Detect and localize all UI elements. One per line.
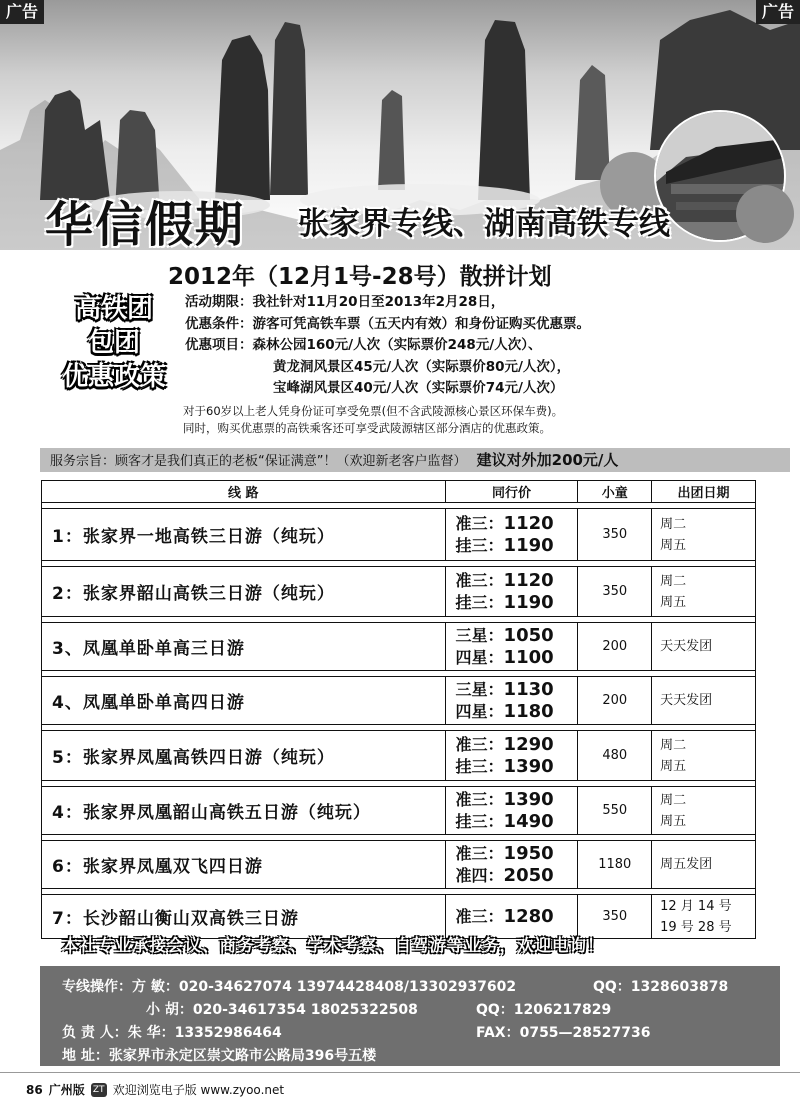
header-price: 同行价: [445, 481, 578, 503]
table-row: [42, 787, 756, 835]
route-price: 准三：1280: [445, 895, 578, 939]
route-price-table: [41, 480, 756, 939]
child-price: 350: [578, 509, 652, 561]
page-footer: [26, 1081, 284, 1098]
route-name: 5：张家界凤凰高铁四日游（纯玩）: [42, 731, 446, 781]
service-motto: 服务宗旨：顾客才是我们真正的老板“保证满意”！（欢迎新老客户监督）: [50, 454, 467, 469]
departure-dates: 周二 周五: [652, 509, 756, 561]
publisher-logo-icon: ZT: [91, 1083, 107, 1097]
ops2-qq: QQ：1206217829: [476, 1002, 612, 1018]
lead-phone: 13352986464: [174, 1025, 282, 1041]
promo-period-label: 活动期限：: [185, 294, 253, 310]
departure-dates: 12 月 14 号 19 号 28 号: [652, 895, 756, 939]
ops2-phone: 020-34617354 18025322508: [192, 1002, 418, 1018]
departure-dates: 天天发团: [652, 677, 756, 725]
route-name: 1：张家界一地高铁三日游（纯玩）: [42, 509, 446, 561]
table-row: [42, 841, 756, 889]
header-dates: 出团日期: [652, 481, 756, 503]
table-row: [42, 567, 756, 617]
child-price: 350: [578, 567, 652, 617]
note-line: 同时，购买优惠票的高铁乘客还可享受武陵源辖区部分酒店的优惠政策。: [183, 421, 551, 435]
route-name: 6：张家界凤凰双飞四日游: [42, 841, 446, 889]
route-name: 4、凤凰单卧单高四日游: [42, 677, 446, 725]
ops2-label: 小 胡：: [146, 1002, 193, 1018]
promo-condition-text: 游客可凭高铁车票（五天内有效）和身份证购买优惠票。: [252, 315, 590, 332]
promo-condition-label: 优惠条件：: [185, 315, 253, 332]
ops1-qq: QQ：1328603878: [593, 979, 729, 995]
route-price: 准三：1290 挂三：1390: [445, 731, 578, 781]
route-name: 7：长沙韶山衡山双高铁三日游: [42, 895, 446, 939]
route-price: 准三：1390 挂三：1490: [445, 787, 578, 835]
address-line: [62, 1045, 376, 1065]
brand-title: 华信假期: [45, 197, 246, 253]
ops1-phone: 020-34627074 13974428408/13302937602: [178, 979, 517, 995]
promo-items-label: 优惠项目：: [185, 337, 253, 353]
promo-item: 森林公园160元/人次（实际票价248元/人次）、: [252, 337, 542, 353]
ad-label-left: 广告: [0, 0, 44, 24]
promo-item: 宝峰湖风景区40元/人次（实际票价74元/人次）: [273, 380, 564, 396]
page-number: 86: [26, 1082, 43, 1097]
contact-panel: [40, 966, 780, 1066]
brand-subtitle: 张家界专线、湖南高铁专线: [298, 206, 670, 242]
badge-line: 高铁团: [74, 294, 153, 324]
badge-line: 包团: [87, 328, 140, 358]
departure-dates: 天天发团: [652, 623, 756, 671]
address-label: 地 址：: [62, 1048, 109, 1064]
departure-dates: 周二 周五: [652, 567, 756, 617]
price-suggestion: 建议对外加200元/人: [476, 451, 619, 469]
decor-circle: [736, 185, 794, 243]
departure-dates: 周二 周五: [652, 787, 756, 835]
lead-line: [62, 1022, 282, 1042]
fax-number: FAX：0755—28527736: [476, 1025, 651, 1041]
table-row: [42, 731, 756, 781]
address-text: 张家界市永定区崇文路市公路局396号五楼: [108, 1048, 377, 1064]
table-header-row: [42, 481, 756, 503]
promo-item: 黄龙洞风景区45元/人次（实际票价80元/人次），: [273, 358, 571, 375]
route-price: 准三：1950 准四：2050: [445, 841, 578, 889]
child-price: 350: [578, 895, 652, 939]
policy-badge: [50, 292, 178, 394]
table-row: [42, 623, 756, 671]
departure-dates: 周五发团: [652, 841, 756, 889]
service-banner: [40, 448, 790, 472]
footer-divider: [0, 1072, 800, 1073]
plan-title: 2012年（12月1号-28号）散拼计划: [168, 264, 552, 290]
child-price: 480: [578, 731, 652, 781]
lead-label: 负 责 人：朱 华：: [62, 1025, 175, 1041]
route-name: 3、凤凰单卧单高三日游: [42, 623, 446, 671]
website-link[interactable]: 欢迎浏览电子版 www.zyoo.net: [112, 1083, 285, 1097]
route-price: 准三：1120 挂三：1190: [445, 509, 578, 561]
child-price: 200: [578, 677, 652, 725]
ad-label-right: 广告: [756, 0, 800, 24]
route-price: 准三：1120 挂三：1190: [445, 567, 578, 617]
route-price: 三星：1050 四星：1100: [445, 623, 578, 671]
header-route: 线 路: [42, 481, 446, 503]
ops-line-2: [146, 999, 418, 1019]
business-slogan: 本社专业承接会议、商务考察、学术考察、自驾游等业务，欢迎电询！: [62, 936, 605, 955]
route-price: 三星：1130 四星：1180: [445, 677, 578, 725]
route-name: 4：张家界凤凰韶山高铁五日游（纯玩）: [42, 787, 446, 835]
ops-label: 专线操作：方 敏：: [62, 979, 179, 995]
table-row: [42, 509, 756, 561]
ops-line-1: [62, 976, 516, 996]
edition-label: 广州版: [48, 1083, 85, 1097]
note-line: 对于60岁以上老人凭身份证可享受免票(但不含武陵源核心景区环保车费)。: [183, 404, 564, 418]
departure-dates: 周二 周五: [652, 731, 756, 781]
header-child: 小童: [578, 481, 652, 503]
promo-details: [185, 292, 590, 400]
badge-line: 优惠政策: [61, 362, 166, 392]
child-price: 200: [578, 623, 652, 671]
route-name: 2：张家界韶山高铁三日游（纯玩）: [42, 567, 446, 617]
promo-notes: [183, 403, 563, 437]
table-row: [42, 677, 756, 725]
child-price: 1180: [578, 841, 652, 889]
child-price: 550: [578, 787, 652, 835]
promo-period-text: 我社针对11月20日至2013年2月28日，: [252, 294, 505, 310]
